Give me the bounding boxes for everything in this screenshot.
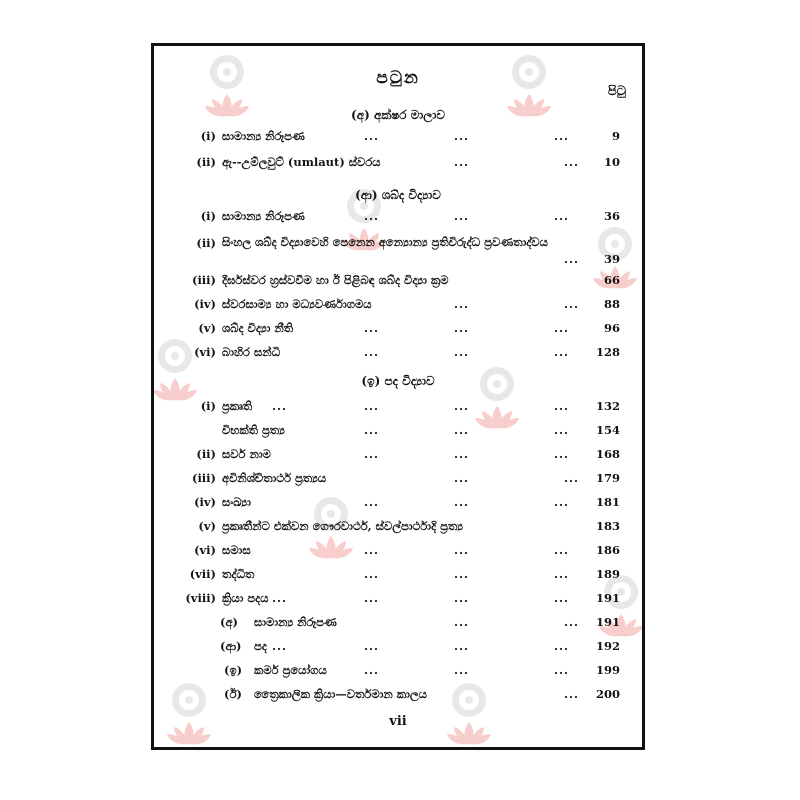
toc-entry bbox=[154, 612, 642, 632]
leader-dots: ... bbox=[554, 639, 570, 653]
leader-dots: ... bbox=[364, 495, 380, 509]
section-heading: (ආ) ශබ්ද විද්‍යාව bbox=[355, 188, 441, 202]
leader-dots: ... bbox=[554, 567, 570, 581]
leader-dots: ... bbox=[272, 399, 288, 413]
leader-dots: ... bbox=[554, 399, 570, 413]
toc-entry bbox=[154, 233, 642, 266]
toc-entry bbox=[154, 342, 642, 362]
leader-dots: ... bbox=[454, 663, 470, 677]
entry-number: (vii) bbox=[189, 567, 216, 581]
toc-entry bbox=[154, 420, 642, 440]
page-number: 168 bbox=[595, 447, 620, 461]
toc-entry bbox=[154, 516, 642, 536]
entry-number: (v) bbox=[198, 321, 216, 335]
entry-title: බාහිර සන්ධි bbox=[222, 345, 281, 359]
leader-dots: ... bbox=[454, 615, 470, 629]
entry-title: සාමාන්‍ය නිරූපණ bbox=[222, 209, 305, 223]
leader-dots: ... bbox=[364, 567, 380, 581]
leader-dots: ... bbox=[364, 423, 380, 437]
leader-dots: ... bbox=[454, 567, 470, 581]
leader-dots: ... bbox=[364, 543, 380, 557]
page-number: 181 bbox=[595, 495, 620, 509]
leader-dots: ... bbox=[364, 447, 380, 461]
leader-dots: ... bbox=[454, 345, 470, 359]
toc-entry bbox=[154, 318, 642, 338]
page-title: පටුන bbox=[376, 68, 420, 88]
leader-dots: ... bbox=[554, 209, 570, 223]
toc-entry bbox=[154, 588, 642, 608]
page-number: 36 bbox=[603, 209, 620, 223]
section-heading: (අ) අක්ෂර මාලාව bbox=[351, 108, 445, 122]
entry-title: ස්වරසාම්‍ය හා මධ්‍යවර්ණාගමය bbox=[222, 297, 372, 311]
leader-dots: ... bbox=[272, 591, 288, 605]
leader-dots: ... bbox=[554, 345, 570, 359]
leader-dots: ... bbox=[564, 471, 580, 485]
leader-dots: ... bbox=[454, 639, 470, 653]
entry-number: (iii) bbox=[192, 273, 216, 287]
entry-number: (ii) bbox=[196, 236, 216, 250]
leader-dots: ... bbox=[454, 447, 470, 461]
entry-title: ප්‍රකෘතීන්ට එක්වන ගෞරවාර්ථ, ස්වල්පාර්ථාදි ප්‍රත්‍ය bbox=[222, 519, 464, 533]
toc-entry bbox=[154, 492, 642, 512]
leader-dots: ... bbox=[554, 495, 570, 509]
page-number: 200 bbox=[595, 687, 620, 701]
toc-entry bbox=[154, 126, 642, 146]
leader-dots: ... bbox=[554, 321, 570, 335]
book-page bbox=[151, 43, 645, 750]
entry-number: (i) bbox=[200, 129, 216, 143]
leader-dots: ... bbox=[454, 543, 470, 557]
leader-dots: ... bbox=[454, 399, 470, 413]
page-number: 10 bbox=[603, 155, 620, 169]
leader-dots: ... bbox=[564, 252, 580, 266]
leader-dots: ... bbox=[454, 495, 470, 509]
leader-dots: ... bbox=[364, 129, 380, 143]
leader-dots: ... bbox=[364, 345, 380, 359]
entry-title: සර්ව නාම bbox=[222, 447, 271, 461]
leader-dots: ... bbox=[364, 399, 380, 413]
entry-number: (vi) bbox=[194, 345, 216, 359]
page-number: 186 bbox=[595, 543, 620, 557]
page-number: 154 bbox=[595, 423, 620, 437]
leader-dots: ... bbox=[454, 297, 470, 311]
leader-dots: ... bbox=[554, 423, 570, 437]
entry-title: සාමාන්‍ය නිරූපණ bbox=[222, 129, 305, 143]
page-number: 132 bbox=[595, 399, 620, 413]
toc-entry bbox=[154, 152, 642, 172]
page-number: 191 bbox=[595, 615, 620, 629]
page-number: 39 bbox=[603, 252, 620, 266]
page-number: 66 bbox=[603, 273, 620, 287]
leader-dots: ... bbox=[554, 129, 570, 143]
leader-dots: ... bbox=[364, 663, 380, 677]
leader-dots: ... bbox=[454, 591, 470, 605]
entry-number: (i) bbox=[200, 399, 216, 413]
leader-dots: ... bbox=[454, 155, 470, 169]
subentry-marker: (ඉ) bbox=[224, 663, 243, 677]
toc-entry bbox=[154, 540, 642, 560]
leader-dots: ... bbox=[454, 209, 470, 223]
leader-dots: ... bbox=[364, 209, 380, 223]
page-number: 9 bbox=[611, 129, 620, 143]
leader-dots: ... bbox=[364, 591, 380, 605]
leader-dots: ... bbox=[454, 129, 470, 143]
entry-title: තද්ධිත bbox=[222, 567, 255, 581]
entry-number: (ii) bbox=[196, 447, 216, 461]
leader-dots: ... bbox=[364, 639, 380, 653]
leader-dots: ... bbox=[454, 321, 470, 335]
entry-title: අවිනිශ්චිතාර්ථ ප්‍රත්‍යය bbox=[222, 471, 327, 485]
entry-title: සමාස bbox=[222, 543, 251, 557]
page-number: 179 bbox=[595, 471, 620, 485]
entry-title: ඇ--උම්ලවුට් (umlaut) ස්වරය bbox=[222, 155, 381, 169]
page-number: 191 bbox=[595, 591, 620, 605]
leader-dots: ... bbox=[554, 543, 570, 557]
subentry-marker: (ඊ) bbox=[224, 687, 242, 701]
entry-title: විභක්ති ප්‍රත්‍ය bbox=[222, 423, 285, 437]
leader-dots: ... bbox=[564, 155, 580, 169]
toc-entry bbox=[154, 660, 642, 680]
entry-number: (viii) bbox=[185, 591, 216, 605]
leader-dots: ... bbox=[564, 687, 580, 701]
entry-number: (iii) bbox=[192, 471, 216, 485]
leader-dots: ... bbox=[454, 423, 470, 437]
entry-title: සංඛ්‍යා bbox=[222, 495, 251, 509]
entry-number: (i) bbox=[200, 209, 216, 223]
leader-dots: ... bbox=[364, 321, 380, 335]
page-number: 96 bbox=[603, 321, 620, 335]
page-number: 183 bbox=[595, 519, 620, 533]
page-number: 192 bbox=[595, 639, 620, 653]
section-heading: (ඉ) පද විද්‍යාව bbox=[361, 374, 435, 388]
entry-title: පද bbox=[254, 639, 267, 653]
page-number: 199 bbox=[595, 663, 620, 677]
leader-dots: ... bbox=[554, 447, 570, 461]
toc-entry bbox=[154, 294, 642, 314]
entry-title: ක්‍රියා පදය bbox=[222, 591, 269, 605]
toc-entry bbox=[154, 270, 642, 290]
entry-title: සිංහල ශබ්ද විද්‍යාවෙහි පෙනෙන අන්‍යොන්‍ය ප්‍රතිවිරුද්ධ ප්‍රවණතාද්වය bbox=[222, 235, 548, 249]
leader-dots: ... bbox=[564, 297, 580, 311]
entry-number: (iv) bbox=[194, 297, 216, 311]
entry-number: (vi) bbox=[194, 543, 216, 557]
entry-number: (iv) bbox=[194, 495, 216, 509]
leader-dots: ... bbox=[554, 591, 570, 605]
subentry-marker: (අ) bbox=[220, 615, 238, 629]
toc-entry bbox=[154, 206, 642, 226]
entry-title: සාමාන්‍ය නිරූපණ bbox=[254, 615, 337, 629]
entry-title: කර්ම ප්‍රයෝගය bbox=[254, 663, 327, 677]
page-number: 189 bbox=[595, 567, 620, 581]
toc-entry bbox=[154, 444, 642, 464]
toc-entry bbox=[154, 396, 642, 416]
leader-dots: ... bbox=[564, 615, 580, 629]
leader-dots: ... bbox=[272, 639, 288, 653]
entry-number: (ii) bbox=[196, 155, 216, 169]
page-number: 128 bbox=[595, 345, 620, 359]
toc-entry bbox=[154, 468, 642, 488]
page-folio: vii bbox=[389, 714, 407, 729]
entry-title: දීර්ඝස්වර හ්‍රස්වවීම හා ඊ පිළිබඳ ශබ්ද විද්‍යා ක්‍රම bbox=[222, 273, 449, 287]
toc-entry bbox=[154, 564, 642, 584]
entry-title: ප්‍රකෘති bbox=[222, 399, 253, 413]
leader-dots: ... bbox=[554, 663, 570, 677]
subentry-marker: (ආ) bbox=[220, 639, 242, 653]
toc-entry bbox=[154, 636, 642, 656]
entry-number: (v) bbox=[198, 519, 216, 533]
toc-entry bbox=[154, 684, 642, 704]
entry-title: ශබ්ද විද්‍යා නීති bbox=[222, 321, 294, 335]
page-number: 88 bbox=[603, 297, 620, 311]
page-column-header: පිටු bbox=[607, 84, 626, 99]
entry-title: ත්‍රෛකාලික ක්‍රියා—වර්තමාන කාලය bbox=[254, 687, 427, 701]
leader-dots: ... bbox=[454, 471, 470, 485]
